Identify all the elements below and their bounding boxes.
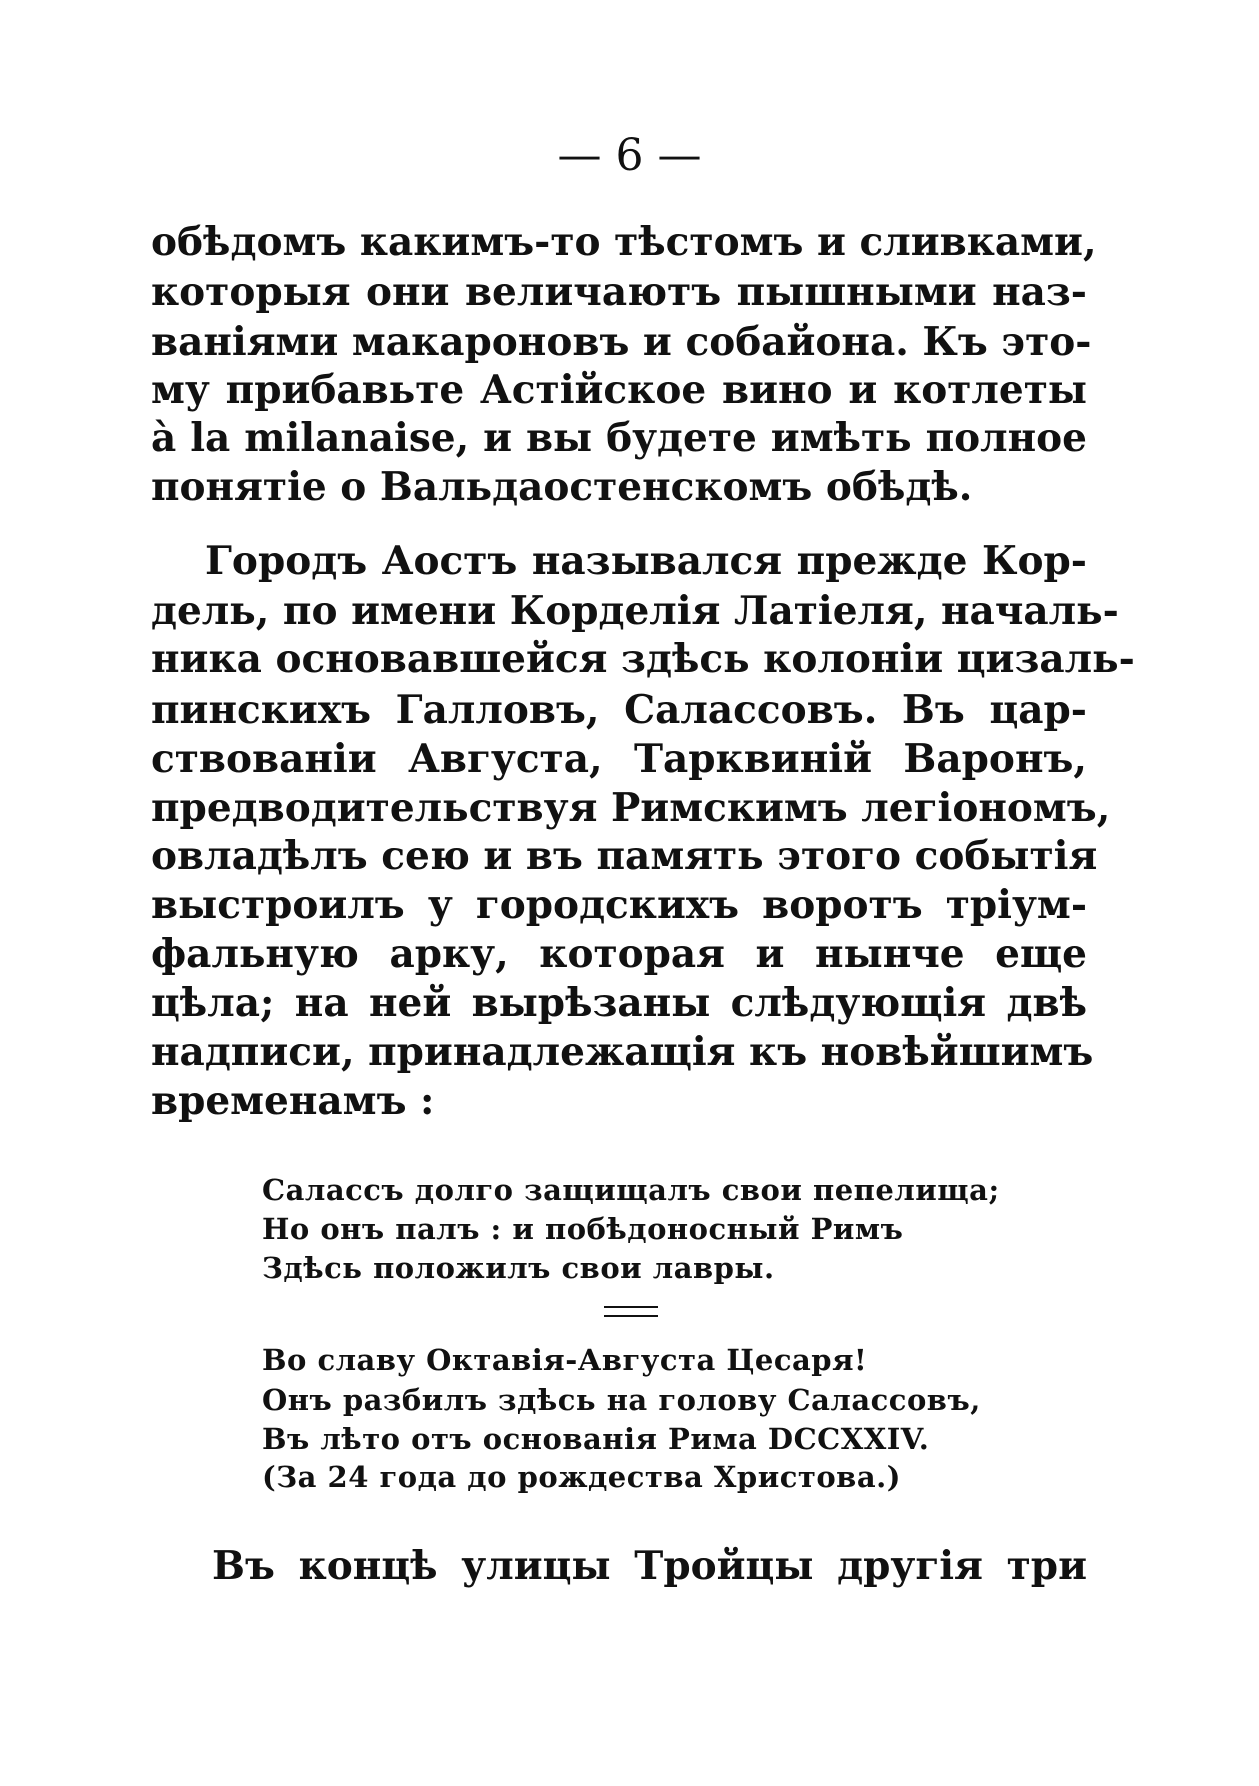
text-line: му прибавьте Астійское вино и котлеты (151, 367, 1087, 413)
text-line: овладѣлъ сею и въ память этого событія (151, 833, 1098, 879)
verse-line: Салассъ долго защищалъ свои пепелища; (262, 1173, 1000, 1207)
text-line: à la milanaise, и вы будете имѣть полное (151, 415, 1087, 461)
text-line: ника основавшейся здѣсь колоніи цизаль- (151, 636, 1135, 682)
divider-rule-bottom (604, 1315, 658, 1317)
text-line: обѣдомъ какимъ-то тѣстомъ и сливками, (151, 219, 1097, 265)
text-line: временамъ : (151, 1078, 435, 1124)
verse-line: Здѣсь положилъ свои лавры. (262, 1251, 775, 1285)
text-line: надписи, принадлежащія къ новѣйшимъ (151, 1029, 1094, 1075)
text-line: дель, по имени Корделія Латіеля, началь- (151, 588, 1119, 634)
text-line: фальную арку, которая и нынче еще (151, 931, 1087, 977)
text-line: цѣла; на ней вырѣзаны слѣдующія двѣ (151, 980, 1087, 1026)
text-line: ваніями макароновъ и собайона. Къ это- (151, 319, 1092, 365)
text-line: которыя они величаютъ пышными наз- (151, 269, 1087, 315)
verse-line: Во славу Октавія-Августа Цесаря! (262, 1343, 868, 1377)
verse-line: Онъ разбилъ здѣсь на голову Салассовъ, (262, 1383, 981, 1417)
continuation-line: Въ концѣ улицы Тройцы другія три (212, 1543, 1087, 1589)
divider-rule-top (604, 1306, 658, 1308)
verse-line: Въ лѣто отъ основанія Рима DCCXXIV. (262, 1422, 930, 1456)
text-line: предводительствуя Римскимъ легіономъ, (151, 785, 1111, 831)
text-line: выстроилъ у городскихъ воротъ тріум- (151, 882, 1087, 928)
text-line: пинскихъ Галловъ, Салассовъ. Въ цар- (151, 687, 1087, 733)
page-number: — 6 — (557, 130, 702, 181)
text-line: ствованіи Августа, Тарквиній Варонъ, (151, 736, 1087, 782)
verse-line: Но онъ палъ : и побѣдоносный Римъ (262, 1212, 904, 1246)
text-line: Городъ Аостъ назывался прежде Кор- (205, 538, 1087, 584)
verse-line: (За 24 года до рождества Христова.) (262, 1460, 901, 1494)
text-line: понятіе о Вальдаостенскомъ обѣдѣ. (151, 464, 973, 510)
